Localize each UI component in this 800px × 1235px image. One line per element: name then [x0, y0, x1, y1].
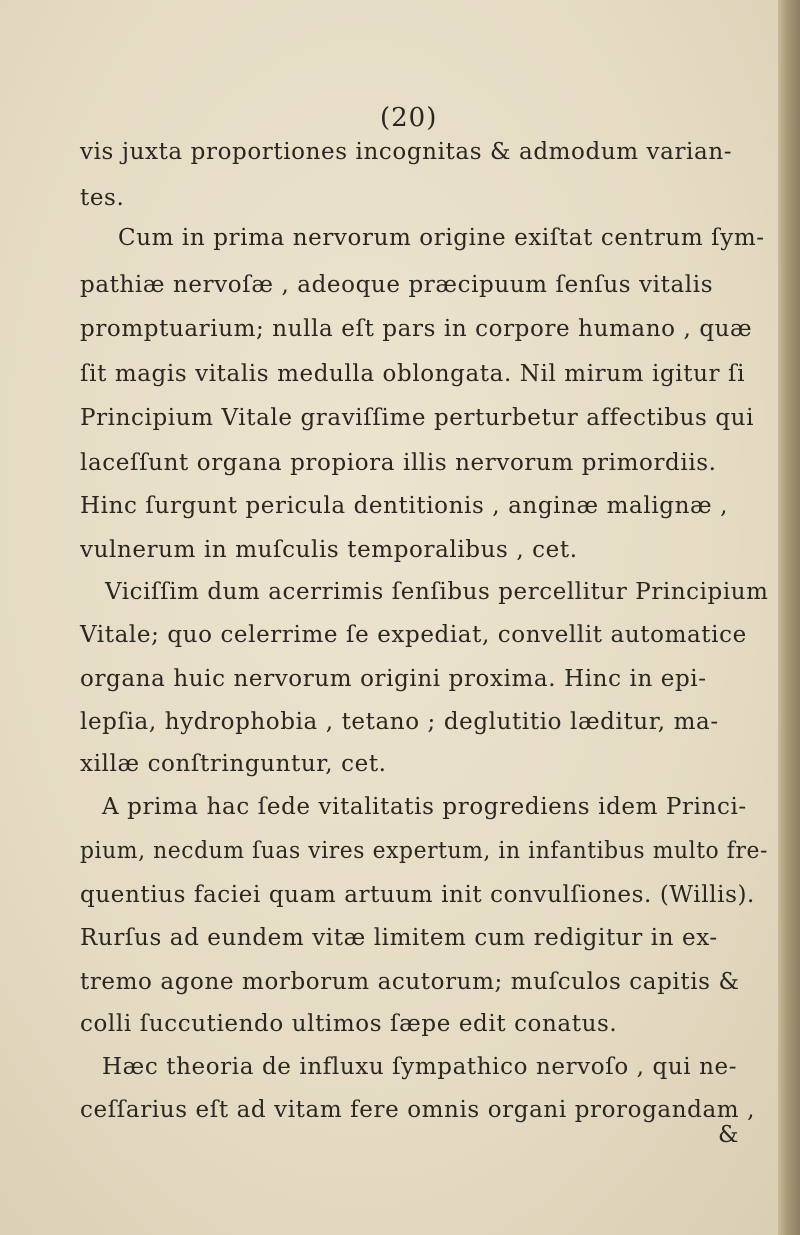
text-line: ſit magis vitalis medulla oblongata. Nil mirum igitur ſi	[80, 361, 746, 387]
text-line: Hinc ſurgunt pericula dentitionis , anginæ malignæ ,	[80, 493, 729, 519]
text-line: A prima hac ſede vitalitatis progrediens idem Princi-	[102, 794, 747, 820]
text-line: Rurſus ad eundem vitæ limitem cum redigitur in ex-	[80, 925, 718, 951]
page-number: (20)	[380, 103, 438, 133]
text-line: Cum in prima nervorum origine exiſtat centrum ſym-	[118, 225, 765, 251]
text-line: Vitale; quo celerrime ſe expediat, convellit automatice	[80, 622, 747, 648]
page-edge	[778, 0, 800, 1235]
text-line: quentius faciei quam artuum init convulſiones. (Willis).	[80, 882, 755, 908]
text-line: Viciſſim dum acerrimis ſenſibus percellitur Principium	[105, 579, 769, 605]
text-line: pathiæ nervoſæ , adeoque præcipuum ſenſus vitalis	[80, 272, 714, 298]
text-line: organa huic nervorum origini proxima. Hinc in epi-	[80, 666, 707, 692]
text-line: tremo agone morborum acutorum; muſculos capitis &	[80, 969, 740, 995]
text-line: colli ſuccutiendo ultimos ſæpe edit conatus.	[80, 1011, 618, 1037]
catchword: &	[718, 1122, 739, 1148]
text-line: lepſia, hydrophobia , tetano ; deglutitio læditur, ma-	[80, 709, 719, 735]
text-line: ceſſarius eſt ad vitam fere omnis organi prorogandam ,	[80, 1097, 756, 1123]
text-line: xillæ conſtringuntur, cet.	[80, 751, 387, 777]
text-line: vis juxta proportiones incognitas & admodum varian-	[80, 139, 733, 165]
text-line: Hæc theoria de influxu ſympathico nervoſo , qui ne-	[102, 1054, 738, 1080]
text-line: vulnerum in muſculis temporalibus , cet.	[80, 537, 578, 563]
text-line: tes.	[80, 185, 125, 211]
text-line: pium, necdum ſuas vires expertum, in infantibus multo fre-	[80, 838, 768, 864]
text-line: promptuarium; nulla eſt pars in corpore humano , quæ	[80, 316, 753, 342]
text-line: Principium Vitale graviſſime perturbetur affectibus qui	[80, 405, 755, 431]
text-line: laceſſunt organa propiora illis nervorum primordiis.	[80, 450, 717, 476]
